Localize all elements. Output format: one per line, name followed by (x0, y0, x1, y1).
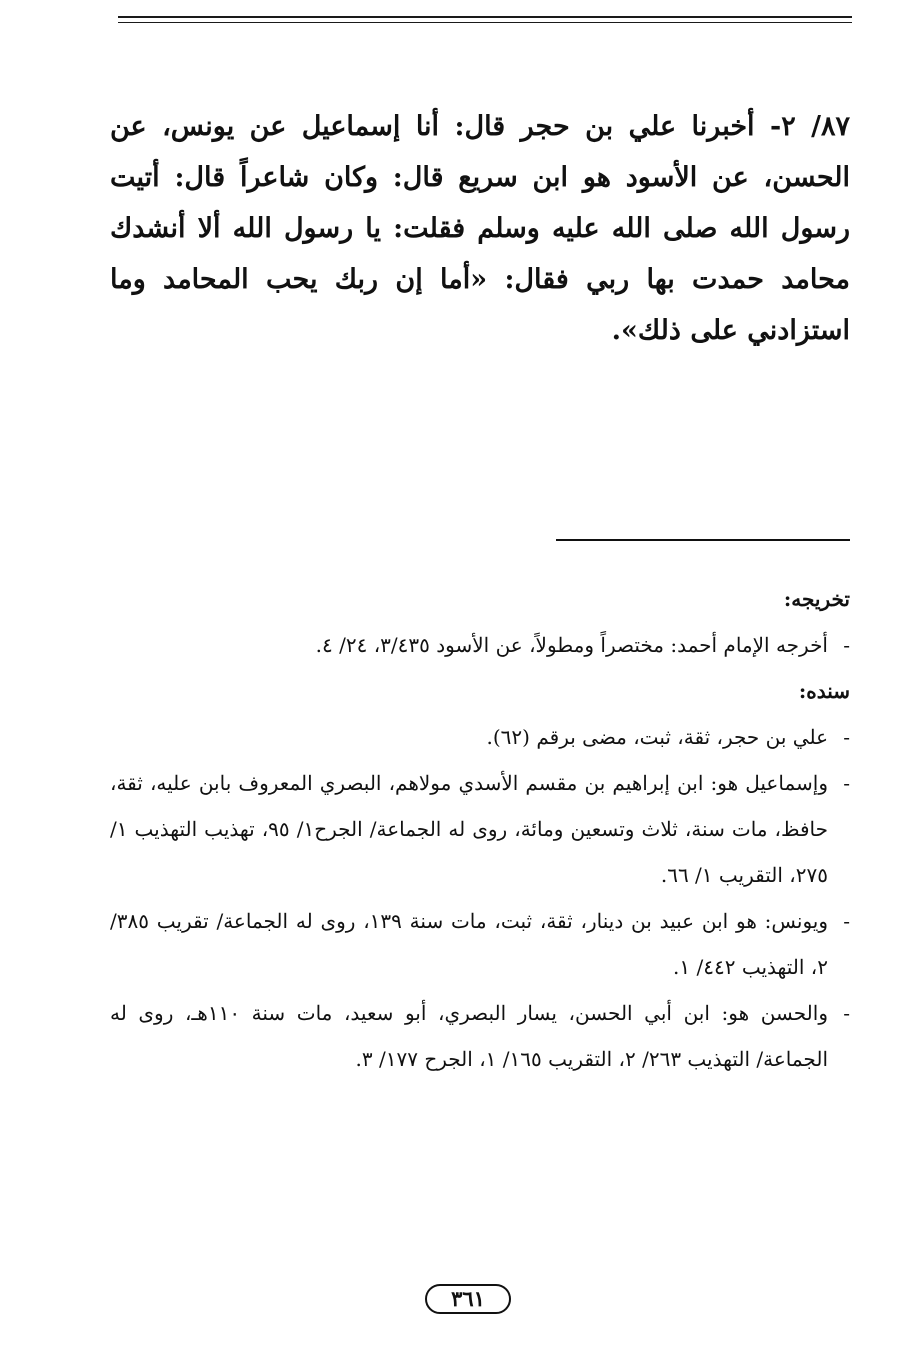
takhrij-heading: تخريجه: (783, 587, 850, 611)
list-dash: - (843, 1001, 850, 1025)
header-rule-bottom (118, 22, 852, 23)
sanad-item-yunus (110, 898, 850, 990)
list-dash: - (843, 725, 850, 749)
footnotes (110, 576, 850, 1082)
takhrij-item-text: أخرجه الإمام أحمد: مختصراً ومطولاً، عن الأسود ٣/٤٣٥، ٢٤/ ٤. (315, 633, 828, 657)
sanad-heading: سنده: (798, 679, 850, 703)
sanad-item-text: علي بن حجر، ثقة، ثبت، مضى برقم (٦٢). (486, 725, 828, 749)
footnote-separator (556, 539, 850, 541)
list-dash: - (843, 633, 850, 657)
header-rule-top (118, 16, 852, 18)
list-dash: - (843, 771, 850, 795)
sanad-item-ismail (110, 760, 850, 898)
sanad-item-text: والحسن هو: ابن أبي الحسن، يسار البصري، أبو سعيد، مات سنة ١١٠هـ، روى له الجماعة/ التهذيب ٢٦٣/ ٢، التقريب ١٦٥/ ١، الجرح ١٧٧/ ٣. (110, 1001, 828, 1071)
hadith-text: ٨٧/ ٢- أخبرنا علي بن حجر قال: أنا إسماعيل عن يونس، عن الحسن، عن الأسود هو ابن سريع قال: وكان شاعراً قال: أتيت رسول الله صلى الله عليه وسلم فقلت: يا رسول الله ألا أنشدك محامد حمدت بها ربي فقال: «أما إن ربك يحب المحامد وما استزادني على ذلك». (110, 111, 851, 346)
sanad-item-text: وإسماعيل هو: ابن إبراهيم بن مقسم الأسدي مولاهم، البصري المعروف بابن عليه، ثقة، حافظ، مات سنة، ثلاث وتسعين ومائة، روى له الجماعة/ الجرح١/ ٩٥، تهذيب التهذيب ١/ ٢٧٥، التقريب ١/ ٦٦. (110, 771, 828, 887)
sanad-item-ali (110, 714, 850, 760)
page-number: ٣٦١ (425, 1284, 511, 1314)
list-dash: - (843, 909, 850, 933)
sanad-item-hasan (110, 990, 850, 1082)
takhrij-item (110, 622, 850, 668)
sanad-item-text: ويونس: هو ابن عبيد بن دينار، ثقة، ثبت، مات سنة ١٣٩، روى له الجماعة/ تقريب ٣٨٥/ ٢، التهذيب ٤٤٢/ ١. (110, 909, 828, 979)
